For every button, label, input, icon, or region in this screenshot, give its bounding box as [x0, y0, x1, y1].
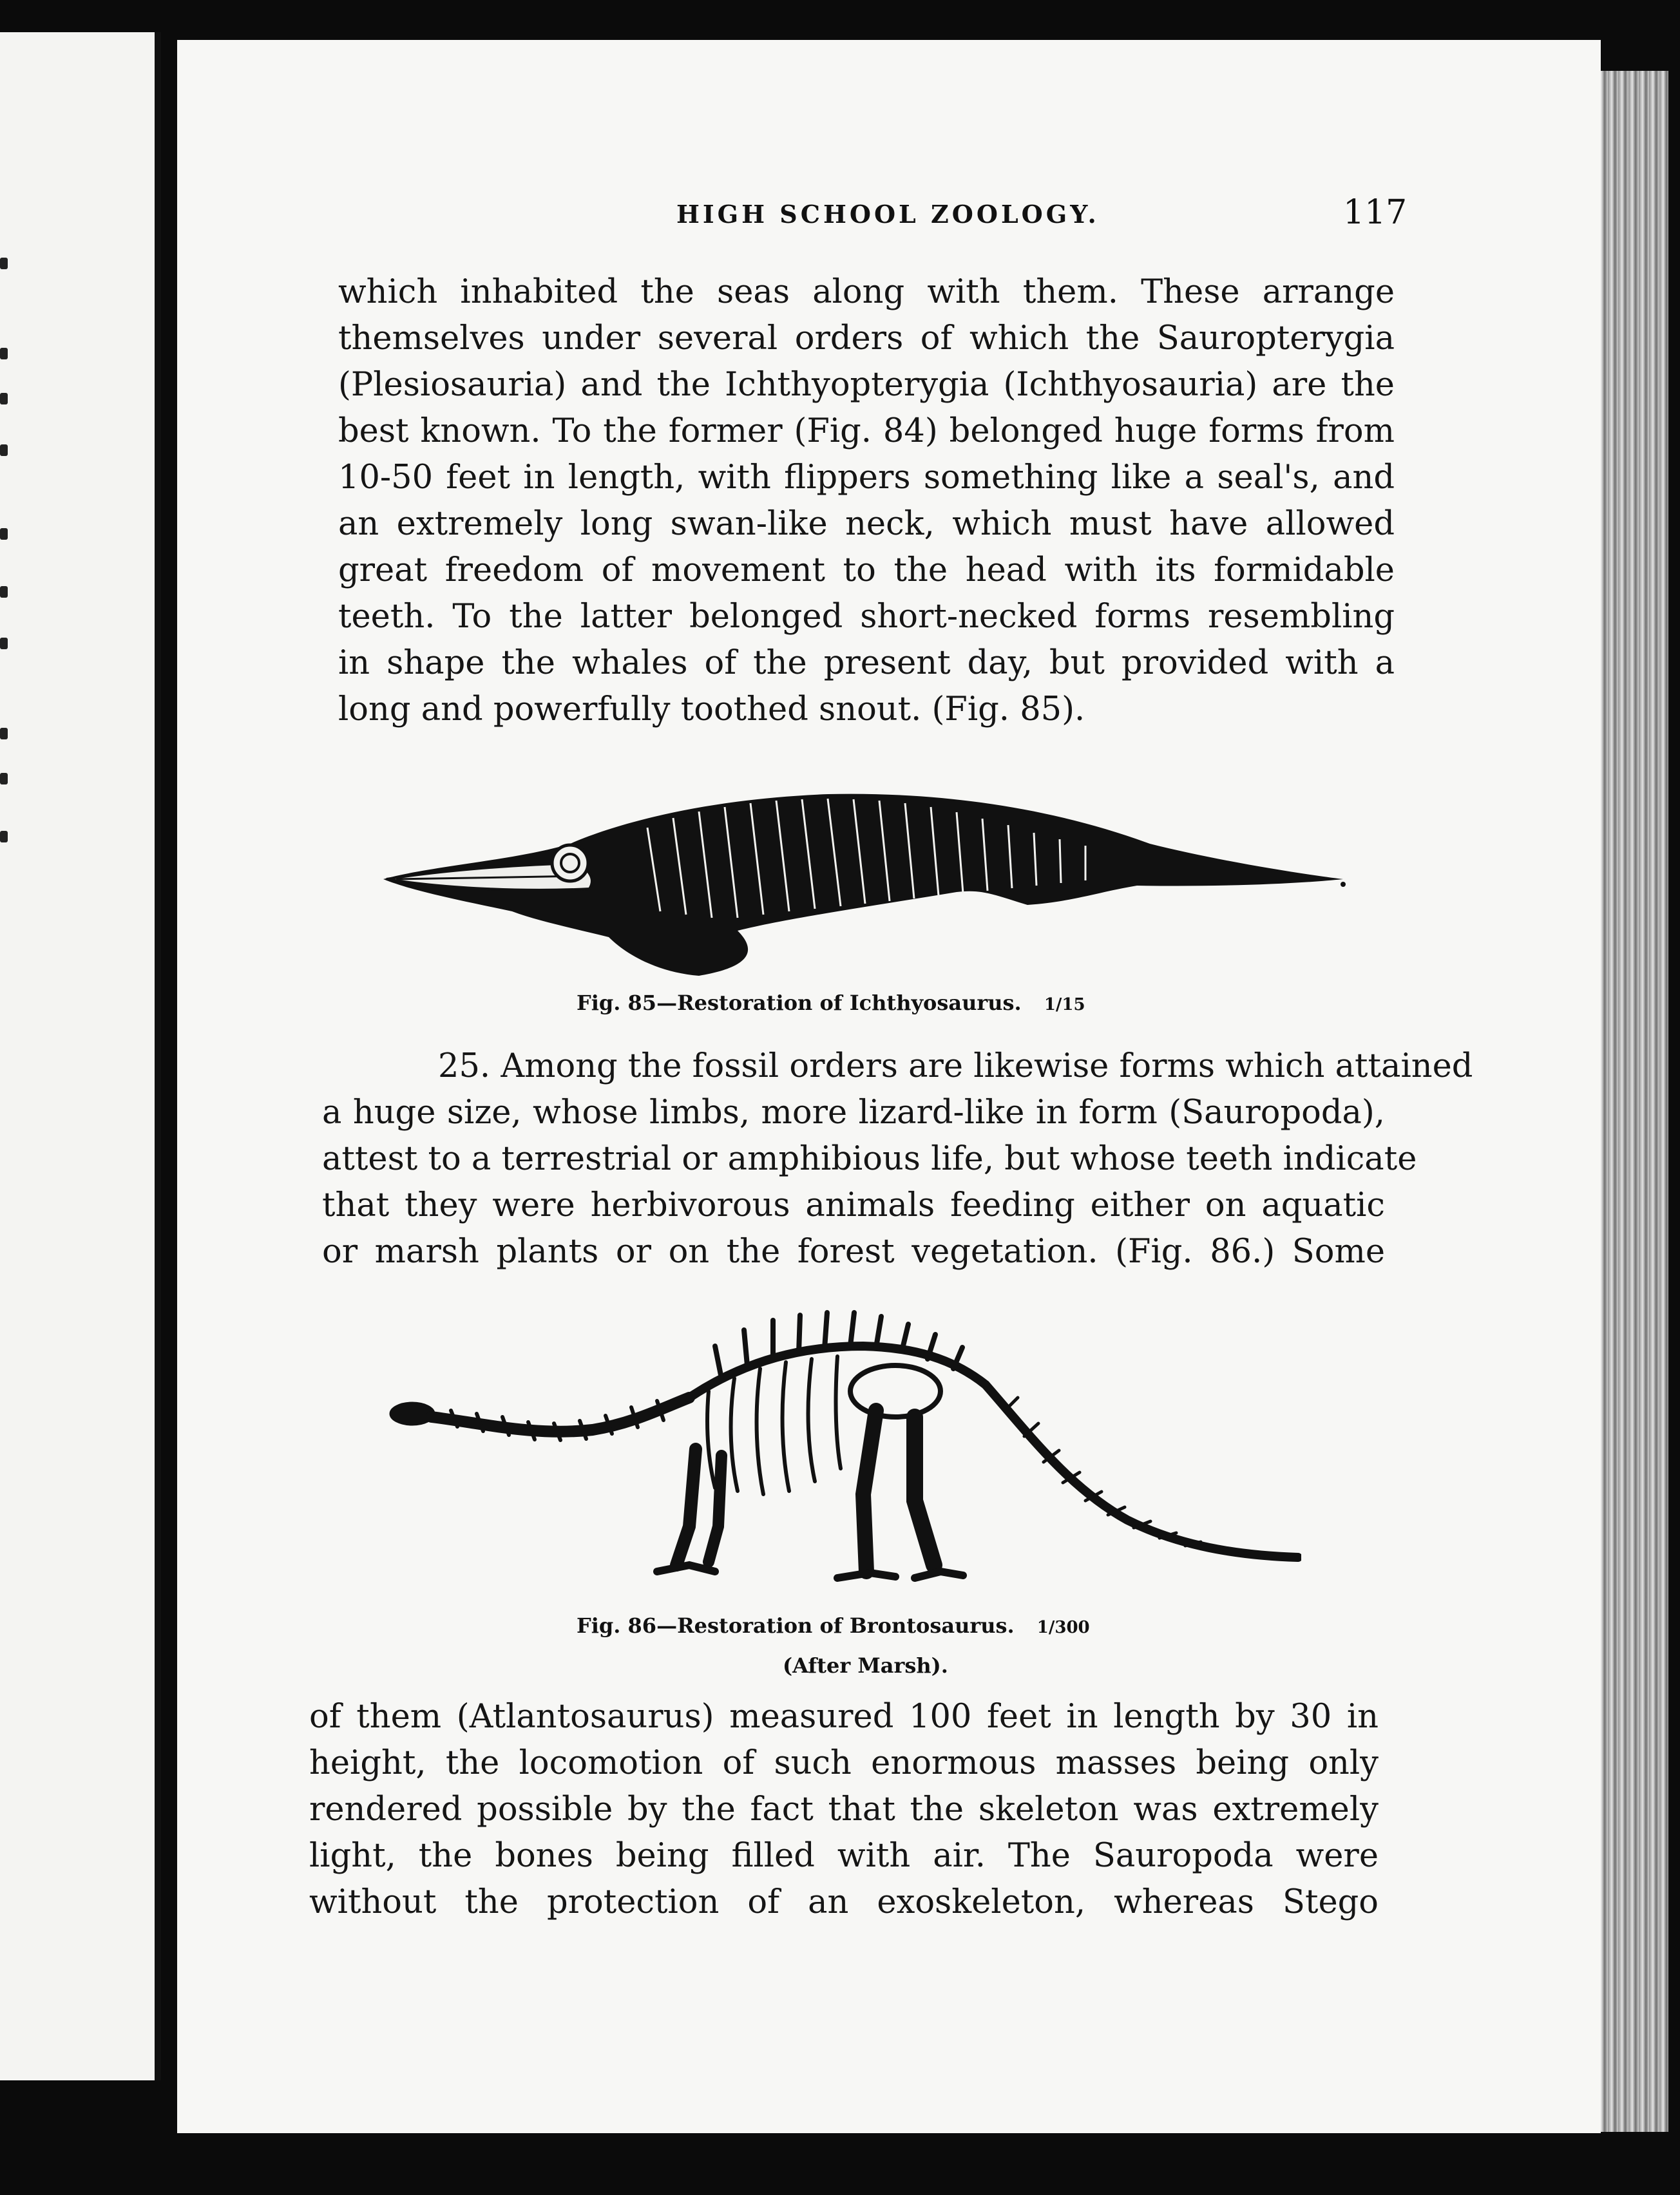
text-line: of them (Atlantosaurus) measured 100 feet in length by 30 in — [309, 1698, 1379, 1736]
figure-86-scale: 1/300 — [1036, 1618, 1090, 1637]
text-line: attest to a terrestrial or amphibious life, but whose teeth indicate — [322, 1140, 1417, 1178]
ink-mark — [0, 393, 8, 404]
figure-86-caption-text: Fig. 86—Restoration of Brontosaurus. — [577, 1613, 1015, 1638]
text-line: 10-50 feet in length, with flippers something like a seal's, and — [338, 459, 1395, 497]
page-stack-edge — [1598, 71, 1668, 2132]
text-line: teeth. To the latter belonged short-necked forms resembling — [338, 598, 1395, 636]
paragraph-3 — [309, 1694, 1379, 1926]
text-line: themselves under several orders of which the Sauropterygia — [338, 319, 1395, 357]
text-line: best known. To the former (Fig. 84) belonged huge forms from — [338, 412, 1395, 450]
paragraph-1 — [338, 269, 1395, 733]
text-line: in shape the whales of the present day, but provided with a — [338, 644, 1395, 682]
ink-mark — [0, 638, 8, 649]
ink-mark — [0, 773, 8, 784]
text-line: light, the bones being filled with air. The Sauropoda were — [309, 1837, 1379, 1875]
ink-mark — [0, 444, 8, 456]
text-line: (Plesiosauria) and the Ichthyopterygia (Ichthyosauria) are the — [338, 366, 1395, 404]
figure-85-caption-text: Fig. 85—Restoration of Ichthyosaurus. — [577, 991, 1022, 1015]
ink-mark — [0, 586, 8, 598]
text-line: an extremely long swan-like neck, which must have allowed — [338, 505, 1395, 543]
text-line: a huge size, whose limbs, more lizard-like in form (Sauropoda), — [322, 1094, 1385, 1132]
brontosaurus-skeleton-illustration — [387, 1307, 1301, 1604]
figure-85-caption — [577, 991, 1085, 1015]
figure-86-caption — [577, 1613, 1090, 1638]
page-number: 117 — [1343, 193, 1408, 232]
text-line: which inhabited the seas along with them. These arrange — [338, 273, 1395, 311]
text-line: long and powerfully toothed snout. (Fig. 85). — [338, 690, 1085, 728]
ichthyosaurus-illustration — [377, 783, 1350, 989]
ink-mark — [0, 258, 8, 269]
text-line: rendered possible by the fact that the skeleton was extremely — [309, 1791, 1379, 1829]
ink-mark — [0, 348, 8, 359]
text-line: without the protection of an exoskeleton, whereas Stego — [309, 1883, 1379, 1921]
ink-mark — [0, 831, 8, 842]
ink-mark — [0, 728, 8, 739]
text-line: height, the locomotion of such enormous masses being only — [309, 1744, 1379, 1782]
paragraph-2 — [322, 1043, 1473, 1275]
text-line: that they were herbivorous animals feeding either on aquatic — [322, 1186, 1385, 1224]
text-line: or marsh plants or on the forest vegetation. (Fig. 86.) Some — [322, 1233, 1385, 1271]
running-title: HIGH SCHOOL ZOOLOGY. — [676, 200, 1100, 229]
figure-86-credit: (After Marsh). — [783, 1653, 948, 1678]
facing-page-edge — [0, 32, 161, 2080]
ink-mark — [0, 528, 8, 540]
figure-85-scale: 1/15 — [1044, 995, 1085, 1014]
text-line: great freedom of movement to the head with its formidable — [338, 551, 1395, 589]
text-line: 25. Among the fossil orders are likewise forms which attained — [438, 1047, 1473, 1085]
